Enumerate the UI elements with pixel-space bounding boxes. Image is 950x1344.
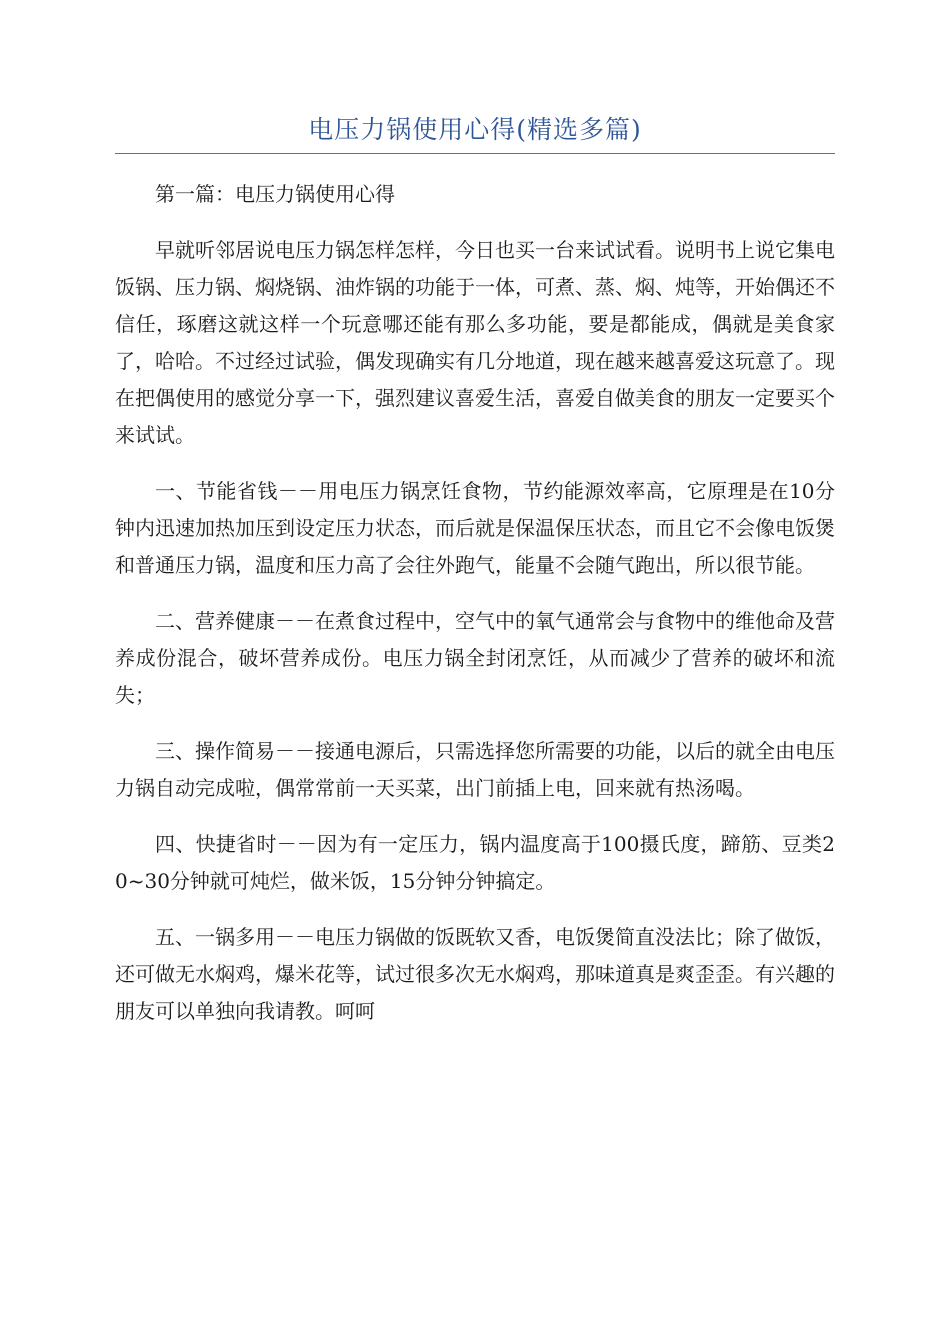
paragraph-point-5: 五、一锅多用－－电压力锅做的饭既软又香，电饭煲简直没法比；除了做饭，还可做无水焖鸡，爆米花等，试过很多次无水焖鸡，那味道真是爽歪歪。有兴趣的朋友可以单独向我请教。呵呵 — [115, 925, 835, 1023]
paragraph-intro: 早就听邻居说电压力锅怎样怎样，今日也买一台来试试看。说明书上说它集电饭锅、压力锅、焖烧锅、油炸锅的功能于一体，可煮、蒸、焖、炖等，开始偶还不信任，琢磨这就这样一个玩意哪还能有那么多功能，要是都能成，偶就是美食家了，哈哈。不过经过试验，偶发现确实有几分地道，现在越来越喜爱这玩意了。现在把偶使用的感觉分享一下，强烈建议喜爱生活，喜爱自做美食的朋友一定要买个来试试。 — [115, 238, 835, 447]
paragraph-point-2: 二、营养健康－－在煮食过程中，空气中的氧气通常会与食物中的维他命及营养成份混合，破坏营养成份。电压力锅全封闭烹饪，从而减少了营养的破坏和流失； — [115, 609, 835, 707]
paragraph-point-1: 一、节能省钱－－用电压力锅烹饪食物，节约能源效率高，它原理是在10分钟内迅速加热加压到设定压力状态，而后就是保温保压状态，而且它不会像电饭煲和普通压力锅，温度和压力高了会往外跑气，能量不会随气跑出，所以很节能。 — [115, 479, 835, 577]
paragraph-point-4: 四、快捷省时－－因为有一定压力，锅内温度高于100摄氏度，蹄筋、豆类20~30分钟就可炖烂，做米饭，15分钟分钟搞定。 — [115, 832, 835, 893]
document-body — [115, 176, 835, 1049]
section-heading: 第一篇：电压力锅使用心得 — [155, 182, 395, 206]
paragraph-point-3: 三、操作简易－－接通电源后，只需选择您所需要的功能，以后的就全由电压力锅自动完成啦，偶常常前一天买菜，出门前插上电，回来就有热汤喝。 — [115, 739, 835, 800]
document-title: 电压力锅使用心得(精选多篇) — [308, 115, 642, 144]
title-underline — [115, 153, 835, 154]
